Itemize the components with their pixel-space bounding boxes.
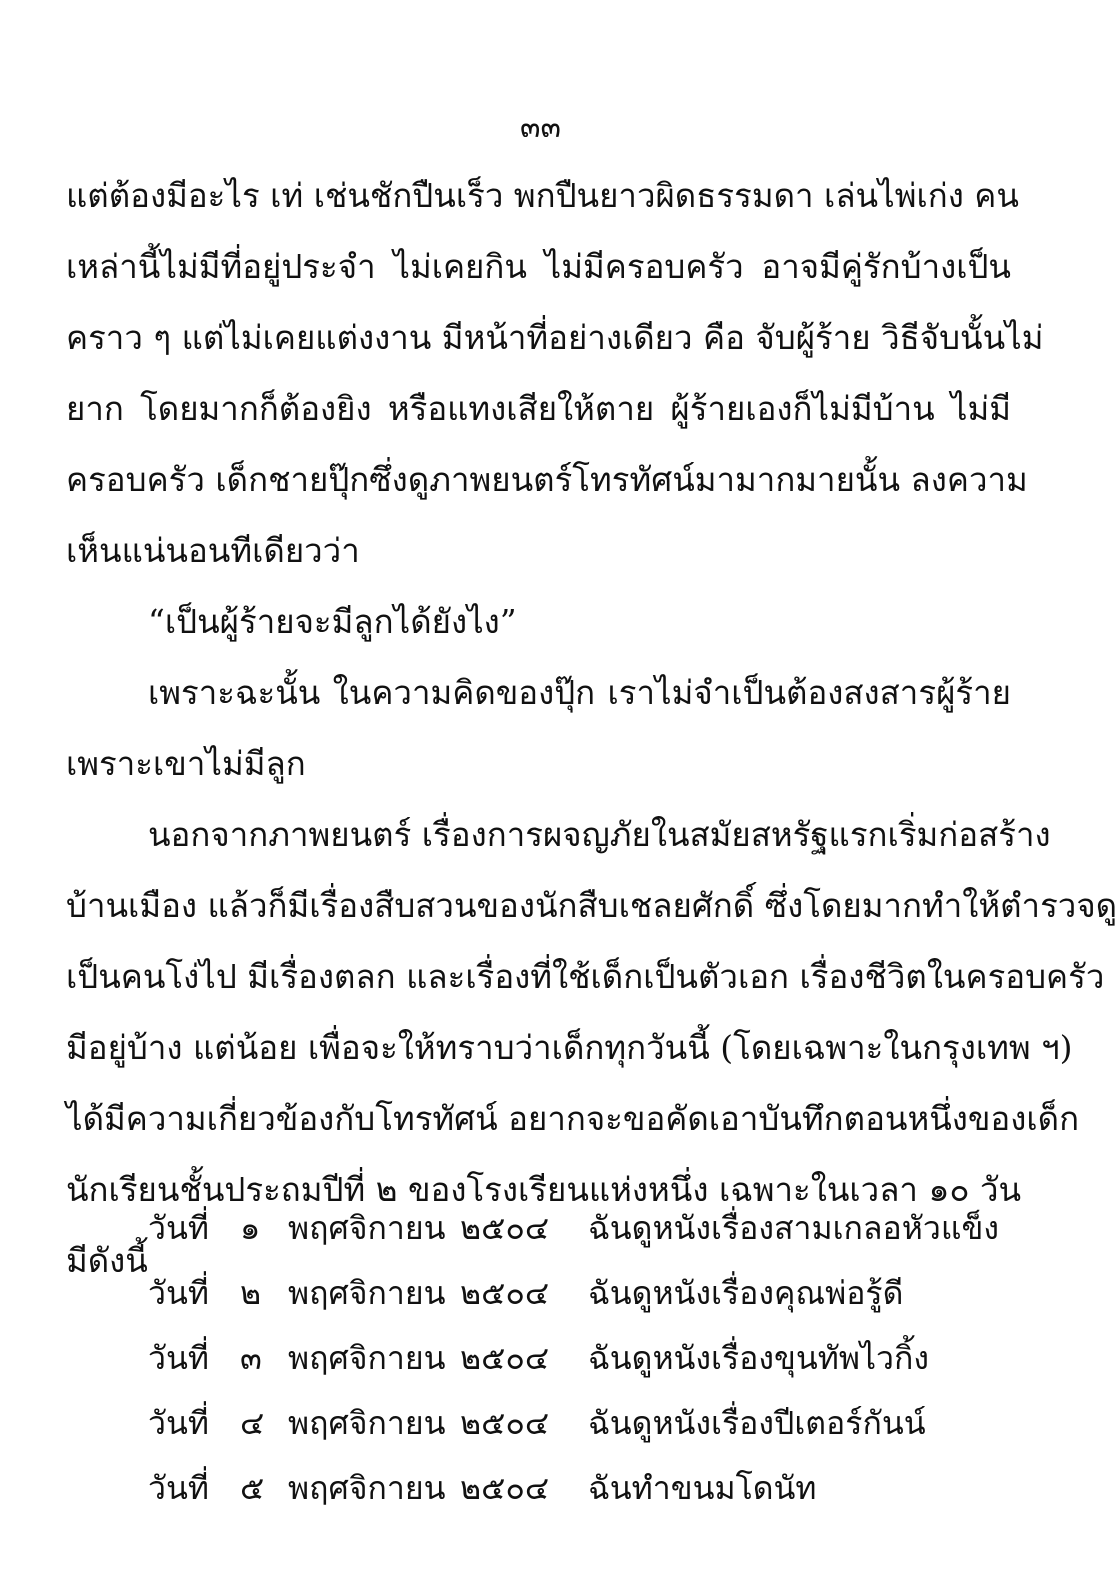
diary-day-number: ๑ bbox=[240, 1209, 261, 1247]
diary-list bbox=[148, 1196, 1008, 1521]
diary-entry bbox=[148, 1391, 1008, 1456]
diary-entry-text: ฉันดูหนังเรื่องสามเกลอหัวแข็ง bbox=[588, 1209, 999, 1247]
text-line: “เป็นผู้ร้ายจะมีลูกได้ยังไง” bbox=[148, 602, 517, 641]
diary-entry-text: ฉันดูหนังเรื่องปีเตอร์กันน์ bbox=[588, 1404, 926, 1442]
page-number: ๓๓ bbox=[519, 110, 561, 145]
text-line: ได้มีความเกี่ยวข้องกับโทรทัศน์ อยากจะขอคัดเอาบันทึกตอนหนึ่งของเด็ก bbox=[66, 1099, 1080, 1138]
diary-month: พฤศจิกายน bbox=[288, 1209, 446, 1247]
diary-month: พฤศจิกายน bbox=[288, 1469, 446, 1507]
text-line: บ้านเมือง แล้วก็มีเรื่องสืบสวนของนักสืบเชลยศักดิ์ ซึ่งโดยมากทำให้ตำรวจดู bbox=[66, 886, 1117, 925]
text-line: เพราะเขาไม่มีลูก bbox=[66, 744, 306, 783]
diary-day-label: วันที่ bbox=[148, 1209, 209, 1247]
diary-year: ๒๕๐๔ bbox=[460, 1209, 550, 1247]
text-line: นอกจากภาพยนตร์ เรื่องการผจญภัยในสมัยสหรัฐแรกเริ่มก่อสร้าง bbox=[148, 815, 1051, 854]
diary-day-label: วันที่ bbox=[148, 1339, 209, 1377]
diary-day-number: ๔ bbox=[240, 1404, 265, 1442]
diary-year: ๒๕๐๔ bbox=[460, 1339, 550, 1377]
text-line: คราว ๆ แต่ไม่เคยแต่งงาน มีหน้าที่อย่างเดียว คือ จับผู้ร้าย วิธีจับนั้นไม่ bbox=[66, 318, 1044, 357]
diary-entry-text: ฉันดูหนังเรื่องขุนทัพไวกิ้ง bbox=[588, 1339, 930, 1377]
text-line: ยาก โดยมากก็ต้องยิง หรือแทงเสียให้ตาย ผู้ร้ายเองก็ไม่มีบ้าน ไม่มี bbox=[66, 389, 1011, 428]
diary-entry bbox=[148, 1196, 1008, 1261]
diary-entry bbox=[148, 1456, 1008, 1521]
diary-day-label: วันที่ bbox=[148, 1469, 209, 1507]
diary-day-number: ๒ bbox=[240, 1274, 262, 1312]
diary-year: ๒๕๐๔ bbox=[460, 1404, 550, 1442]
body-text bbox=[66, 160, 1117, 1296]
diary-entry-text: ฉันทำขนมโดนัท bbox=[588, 1469, 817, 1507]
text-line: เห็นแน่นอนทีเดียวว่า bbox=[66, 531, 360, 570]
diary-year: ๒๕๐๔ bbox=[460, 1469, 550, 1507]
text-line: มีอยู่บ้าง แต่น้อย เพื่อจะให้ทราบว่าเด็กทุกวันนี้ (โดยเฉพาะในกรุงเทพ ฯ) bbox=[66, 1028, 1073, 1067]
diary-month: พฤศจิกายน bbox=[288, 1339, 446, 1377]
diary-entry bbox=[148, 1261, 1008, 1326]
text-line: มีดังนี้ bbox=[66, 1241, 148, 1280]
diary-year: ๒๕๐๔ bbox=[460, 1274, 550, 1312]
diary-day-label: วันที่ bbox=[148, 1404, 209, 1442]
diary-entry-text: ฉันดูหนังเรื่องคุณพ่อรู้ดี bbox=[588, 1274, 904, 1312]
text-line: เป็นคนโง่ไป มีเรื่องตลก และเรื่องที่ใช้เด็กเป็นตัวเอก เรื่องชีวิตในครอบครัว bbox=[66, 957, 1105, 996]
text-line: เหล่านี้ไม่มีที่อยู่ประจำ ไม่เคยกิน ไม่มีครอบครัว อาจมีคู่รักบ้างเป็น bbox=[66, 247, 1011, 286]
text-line: แต่ต้องมีอะไร เท่ เช่นชักปืนเร็ว พกปืนยาวผิดธรรมดา เล่นไพ่เก่ง คน bbox=[66, 176, 1019, 215]
diary-month: พฤศจิกายน bbox=[288, 1404, 446, 1442]
diary-day-number: ๓ bbox=[240, 1339, 262, 1377]
diary-day-number: ๕ bbox=[240, 1469, 265, 1507]
text-line: เพราะฉะนั้น ในความคิดของปุ๊ก เราไม่จำเป็นต้องสงสารผู้ร้าย bbox=[148, 673, 1011, 712]
diary-day-label: วันที่ bbox=[148, 1274, 209, 1312]
text-line: ครอบครัว เด็กชายปุ๊กซึ่งดูภาพยนตร์โทรทัศน์มามากมายนั้น ลงความ bbox=[66, 460, 1028, 499]
diary-month: พฤศจิกายน bbox=[288, 1274, 446, 1312]
text-line: นักเรียนชั้นประถมปีที่ ๒ ของโรงเรียนแห่งหนึ่ง เฉพาะในเวลา ๑๐ วัน bbox=[66, 1170, 1022, 1209]
diary-entry bbox=[148, 1326, 1008, 1391]
